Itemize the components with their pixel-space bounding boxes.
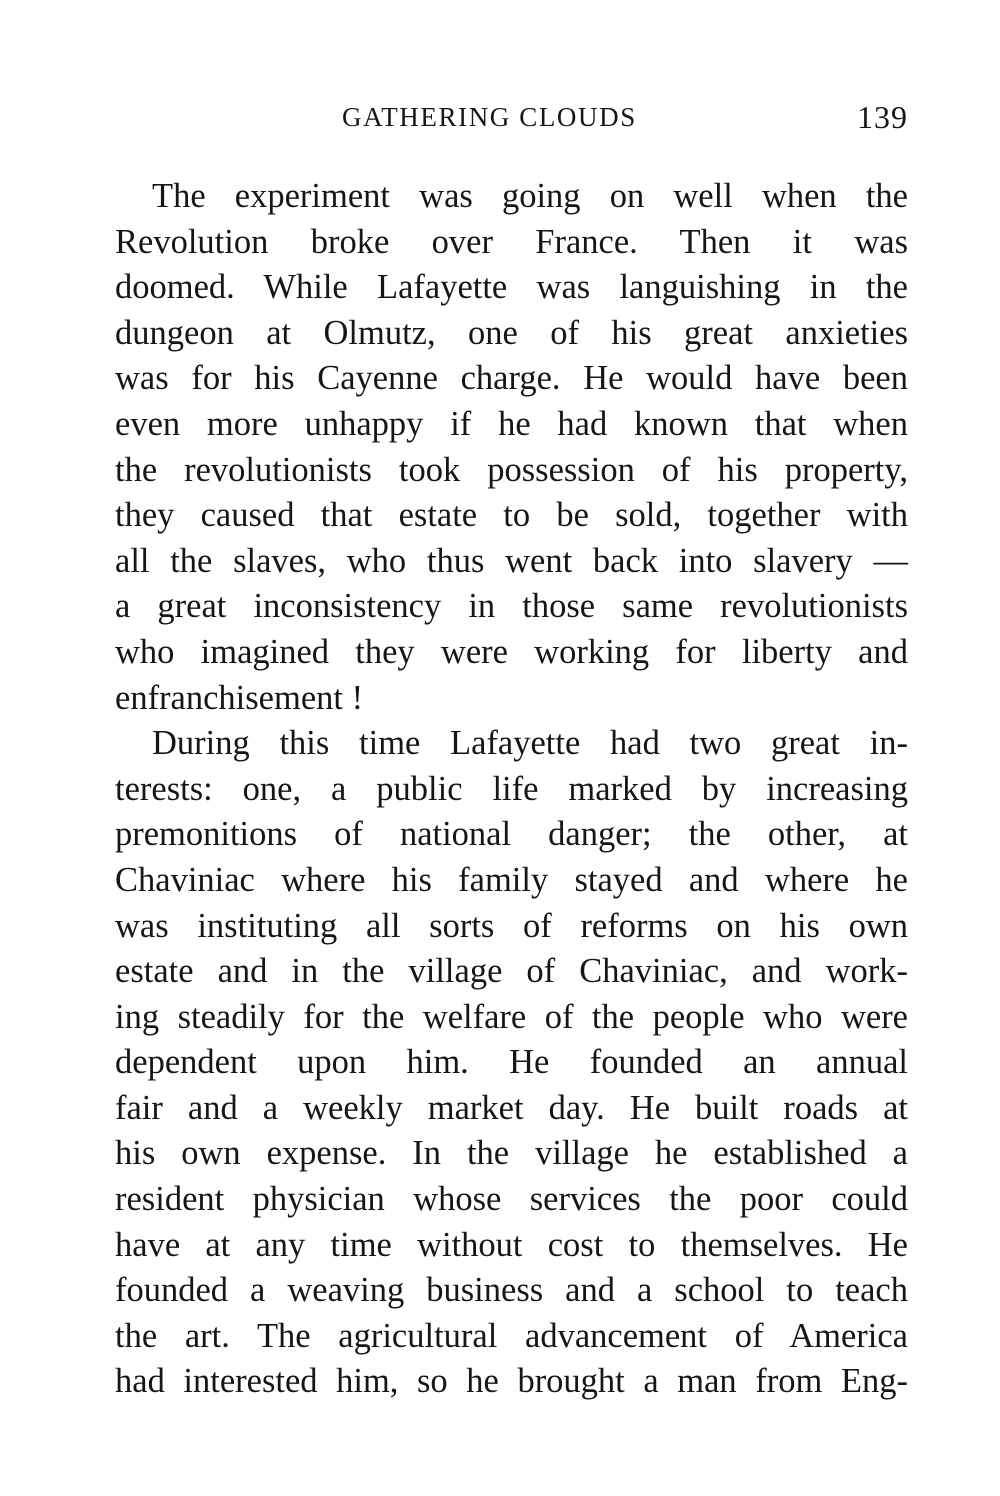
text-line: his own expense. In the village he established a bbox=[115, 1134, 908, 1173]
text-line: was instituting all sorts of reforms on his own bbox=[115, 906, 908, 945]
text-line: resident physician whose services the poor could bbox=[115, 1180, 908, 1219]
text-line: dungeon at Olmutz, one of his great anxieties bbox=[115, 313, 908, 352]
paragraph bbox=[115, 721, 908, 1405]
text-line: terests: one, a public life marked by increasing bbox=[115, 769, 908, 808]
body-text bbox=[115, 174, 908, 1405]
text-line: enfranchisement ! bbox=[115, 678, 364, 717]
text-line: a great inconsistency in those same revolutionists bbox=[115, 587, 908, 626]
text-line: had interested him, so he brought a man from Eng- bbox=[115, 1362, 908, 1401]
text-line: the art. The agricultural advancement of America bbox=[115, 1316, 908, 1355]
text-line: have at any time without cost to themselves. He bbox=[115, 1225, 908, 1264]
text-line: fair and a weekly market day. He built roads at bbox=[115, 1088, 908, 1127]
text-line: founded a weaving business and a school to teach bbox=[115, 1271, 908, 1310]
text-line: Chaviniac where his family stayed and where he bbox=[115, 860, 908, 899]
running-title: GATHERING CLOUDS bbox=[342, 102, 637, 132]
text-line: they caused that estate to be sold, together with bbox=[115, 496, 908, 535]
text-line: During this time Lafayette had two great in- bbox=[152, 724, 908, 763]
text-line: the revolutionists took possession of his property, bbox=[115, 450, 908, 489]
text-line: dependent upon him. He founded an annual bbox=[115, 1043, 908, 1082]
paragraph bbox=[115, 174, 908, 721]
text-line: estate and in the village of Chaviniac, and work- bbox=[115, 952, 908, 991]
text-line: all the slaves, who thus went back into slavery — bbox=[115, 541, 908, 580]
text-line: who imagined they were working for liberty and bbox=[115, 632, 908, 671]
running-head bbox=[115, 98, 908, 138]
page-number: 139 bbox=[857, 99, 908, 135]
text-line: ing steadily for the welfare of the people who were bbox=[115, 997, 908, 1036]
text-line: doomed. While Lafayette was languishing in the bbox=[115, 268, 908, 307]
text-line: The experiment was going on well when the bbox=[152, 177, 908, 215]
text-line: even more unhappy if he had known that when bbox=[115, 404, 908, 443]
text-line: premonitions of national danger; the other, at bbox=[115, 815, 908, 854]
text-line: was for his Cayenne charge. He would have been bbox=[115, 359, 908, 398]
text-line: Revolution broke over France. Then it was bbox=[115, 222, 908, 261]
